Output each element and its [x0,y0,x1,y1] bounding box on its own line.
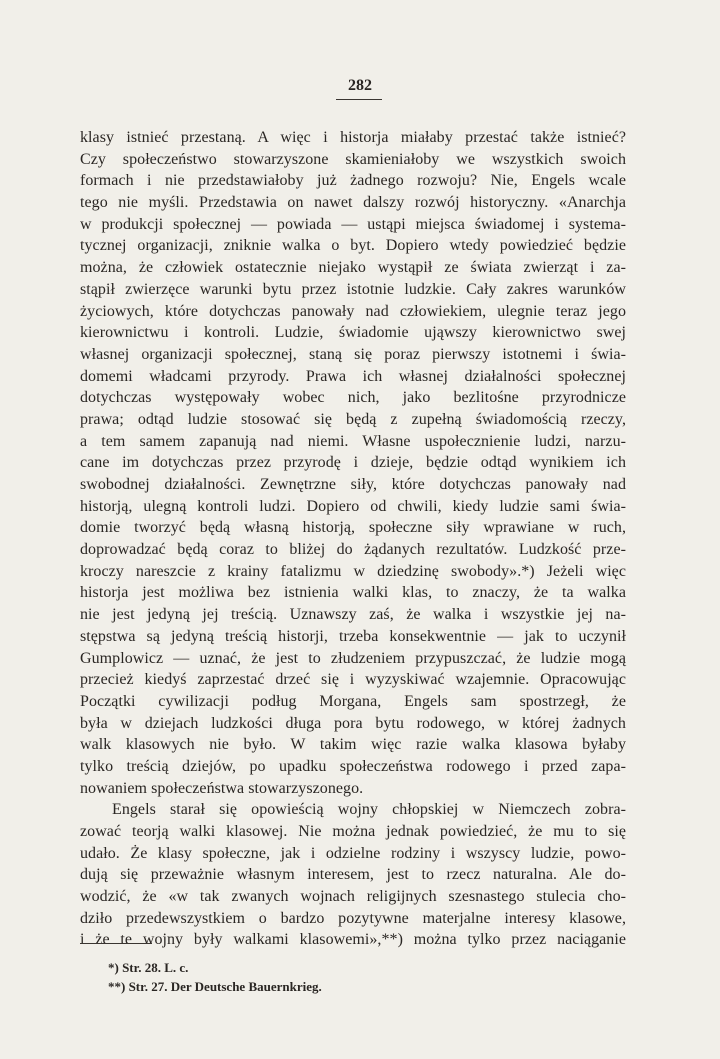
text-line: tycznej organizacji, zniknie walka o byt. Dopiero wtedy powiedzieć będzie [80,237,626,255]
text-line: dziło przedewszystkiem o bardzo pozytywne materjalne interesy klasowe, [80,909,626,927]
text-line: domemi władcami przyrody. Prawa ich własnej działalności społecznej [80,367,626,385]
text-line: i że te wojny były walkami klasowemi»,**) można tylko przez naciąganie [80,931,626,949]
text-line: klasy istnieć przestaną. A więc i historja miałaby przestać także istnieć? [80,129,626,146]
text-line-paragraph-start: Engels starał się opowieścią wojny chłopskiej w Niemczech zobra- [112,801,626,819]
page-number: 282 [348,77,372,94]
text-line: formach i nie przedstawiałoby już żadnego rozwoju? Nie, Engels wcale [80,172,626,190]
footnote-rule [80,943,152,944]
text-line: była w dziejach ludzkości długa pora bytu rodowego, w której żadnych [80,714,626,732]
text-line: życiowych, które dotychczas panowały nad człowiekiem, ulegnie teraz jego [80,302,626,320]
footnote-2: **) Str. 27. Der Deutsche Bauernkrieg. [108,979,322,994]
text-line: wodzić, że «w tak zwanych wojnach religijnych szesnastego stulecia cho- [80,888,626,906]
footnote-1: *) Str. 28. L. c. [108,960,189,975]
text-line: w produkcji społecznej — powiada — ustąpi miejsca świadomej i systema- [80,215,626,233]
text-line: doprowadzać będą coraz to bliżej do żądanych rezultatów. Ludzkość prze- [80,541,626,559]
text-line: swobodnej działalności. Zewnętrzne siły, które dotychczas panowały nad [80,476,626,493]
text-line: można, że człowiek ostatecznie niejako wystąpił ze świata zwierząt i za- [80,259,626,277]
text-line: cane im dotychczas przez przyrodę i dzieje, będzie odtąd wynikiem ich [80,454,626,472]
body-text [80,127,626,951]
text-line: nie jest jedyną jej treścią. Uznawszy zaś, że walka i wszystkie jej na- [80,606,626,624]
text-line: Początki cywilizacji podług Morgana, Engels sam spostrzegł, że [80,692,626,710]
text-line: prawa; odtąd ludzie stosować się będą z zupełną świadomością rzeczy, [80,410,626,428]
text-line: kroczy nareszcie z krainy fatalizmu w dziedzinę swobody».*) Jeżeli więc [80,562,626,580]
text-line: zować teorją walki klasowej. Nie można jednak powiedzieć, że mu to się [80,823,626,840]
text-line: udało. Że klasy społeczne, jak i odzielne rodziny i wszyscy ludzie, powo- [80,844,626,862]
page-number-rule [336,99,382,100]
text-line: tylko treścią dziejów, po upadku społeczeństwa rodowego i przed zapa- [80,757,626,775]
text-line: domie tworzyć będą własną historją, społeczne siły wprawiane w ruch, [80,519,626,537]
text-line: Gumplowicz — uznać, że jest to złudzeniem przypuszczać, że ludzie mogą [80,649,626,667]
text-line: a tem samem zapanują nad niemi. Własne uspołecznienie ludzi, narzu- [80,432,626,450]
text-line: historja jest możliwa bez istnienia walki klas, to znaczy, że ta walka [80,584,626,602]
text-line: historją, ulegną kontroli ludzi. Dopiero od chwili, kiedy ludzie sami świa- [80,497,626,515]
text-line: kierownictwu i kontroli. Ludzie, świadomie ująwszy kierownictwo swej [80,324,626,342]
footnotes [108,958,322,996]
text-line: dują się przeważnie własnym interesem, jest to rzecz naturalna. Ale do- [80,866,626,884]
text-line: przecież kiedyś zaprzestać drzeć się i wyzyskiwać wzajemnie. Opracowując [80,671,626,689]
text-line: stąpił zwierzęce warunki bytu przez istotnie ludzkie. Cały zakres warunków [80,280,626,298]
text-line: własnej organizacji społecznej, staną się poraz pierwszy istotnemi i świa- [80,345,626,363]
text-line: Czy społeczeństwo stowarzyszone skamieniałoby we wszystkich swoich [80,150,626,168]
text-line: tego nie myśli. Przedstawia on nawet dalszy rozwój historyczny. «Anarchja [80,194,626,212]
text-line: dotychczas występowały wobec nich, jako bezlitośne przyrodnicze [80,389,626,407]
text-line: walk klasowych nie było. W takim więc razie walka klasowa byłaby [80,736,626,754]
text-line: stępstwa są jedyną treścią historji, trzeba konsekwentnie — jak to uczynił [80,627,626,645]
text-line-paragraph-end: nowaniem społeczeństwa stowarzyszonego. [80,779,364,797]
